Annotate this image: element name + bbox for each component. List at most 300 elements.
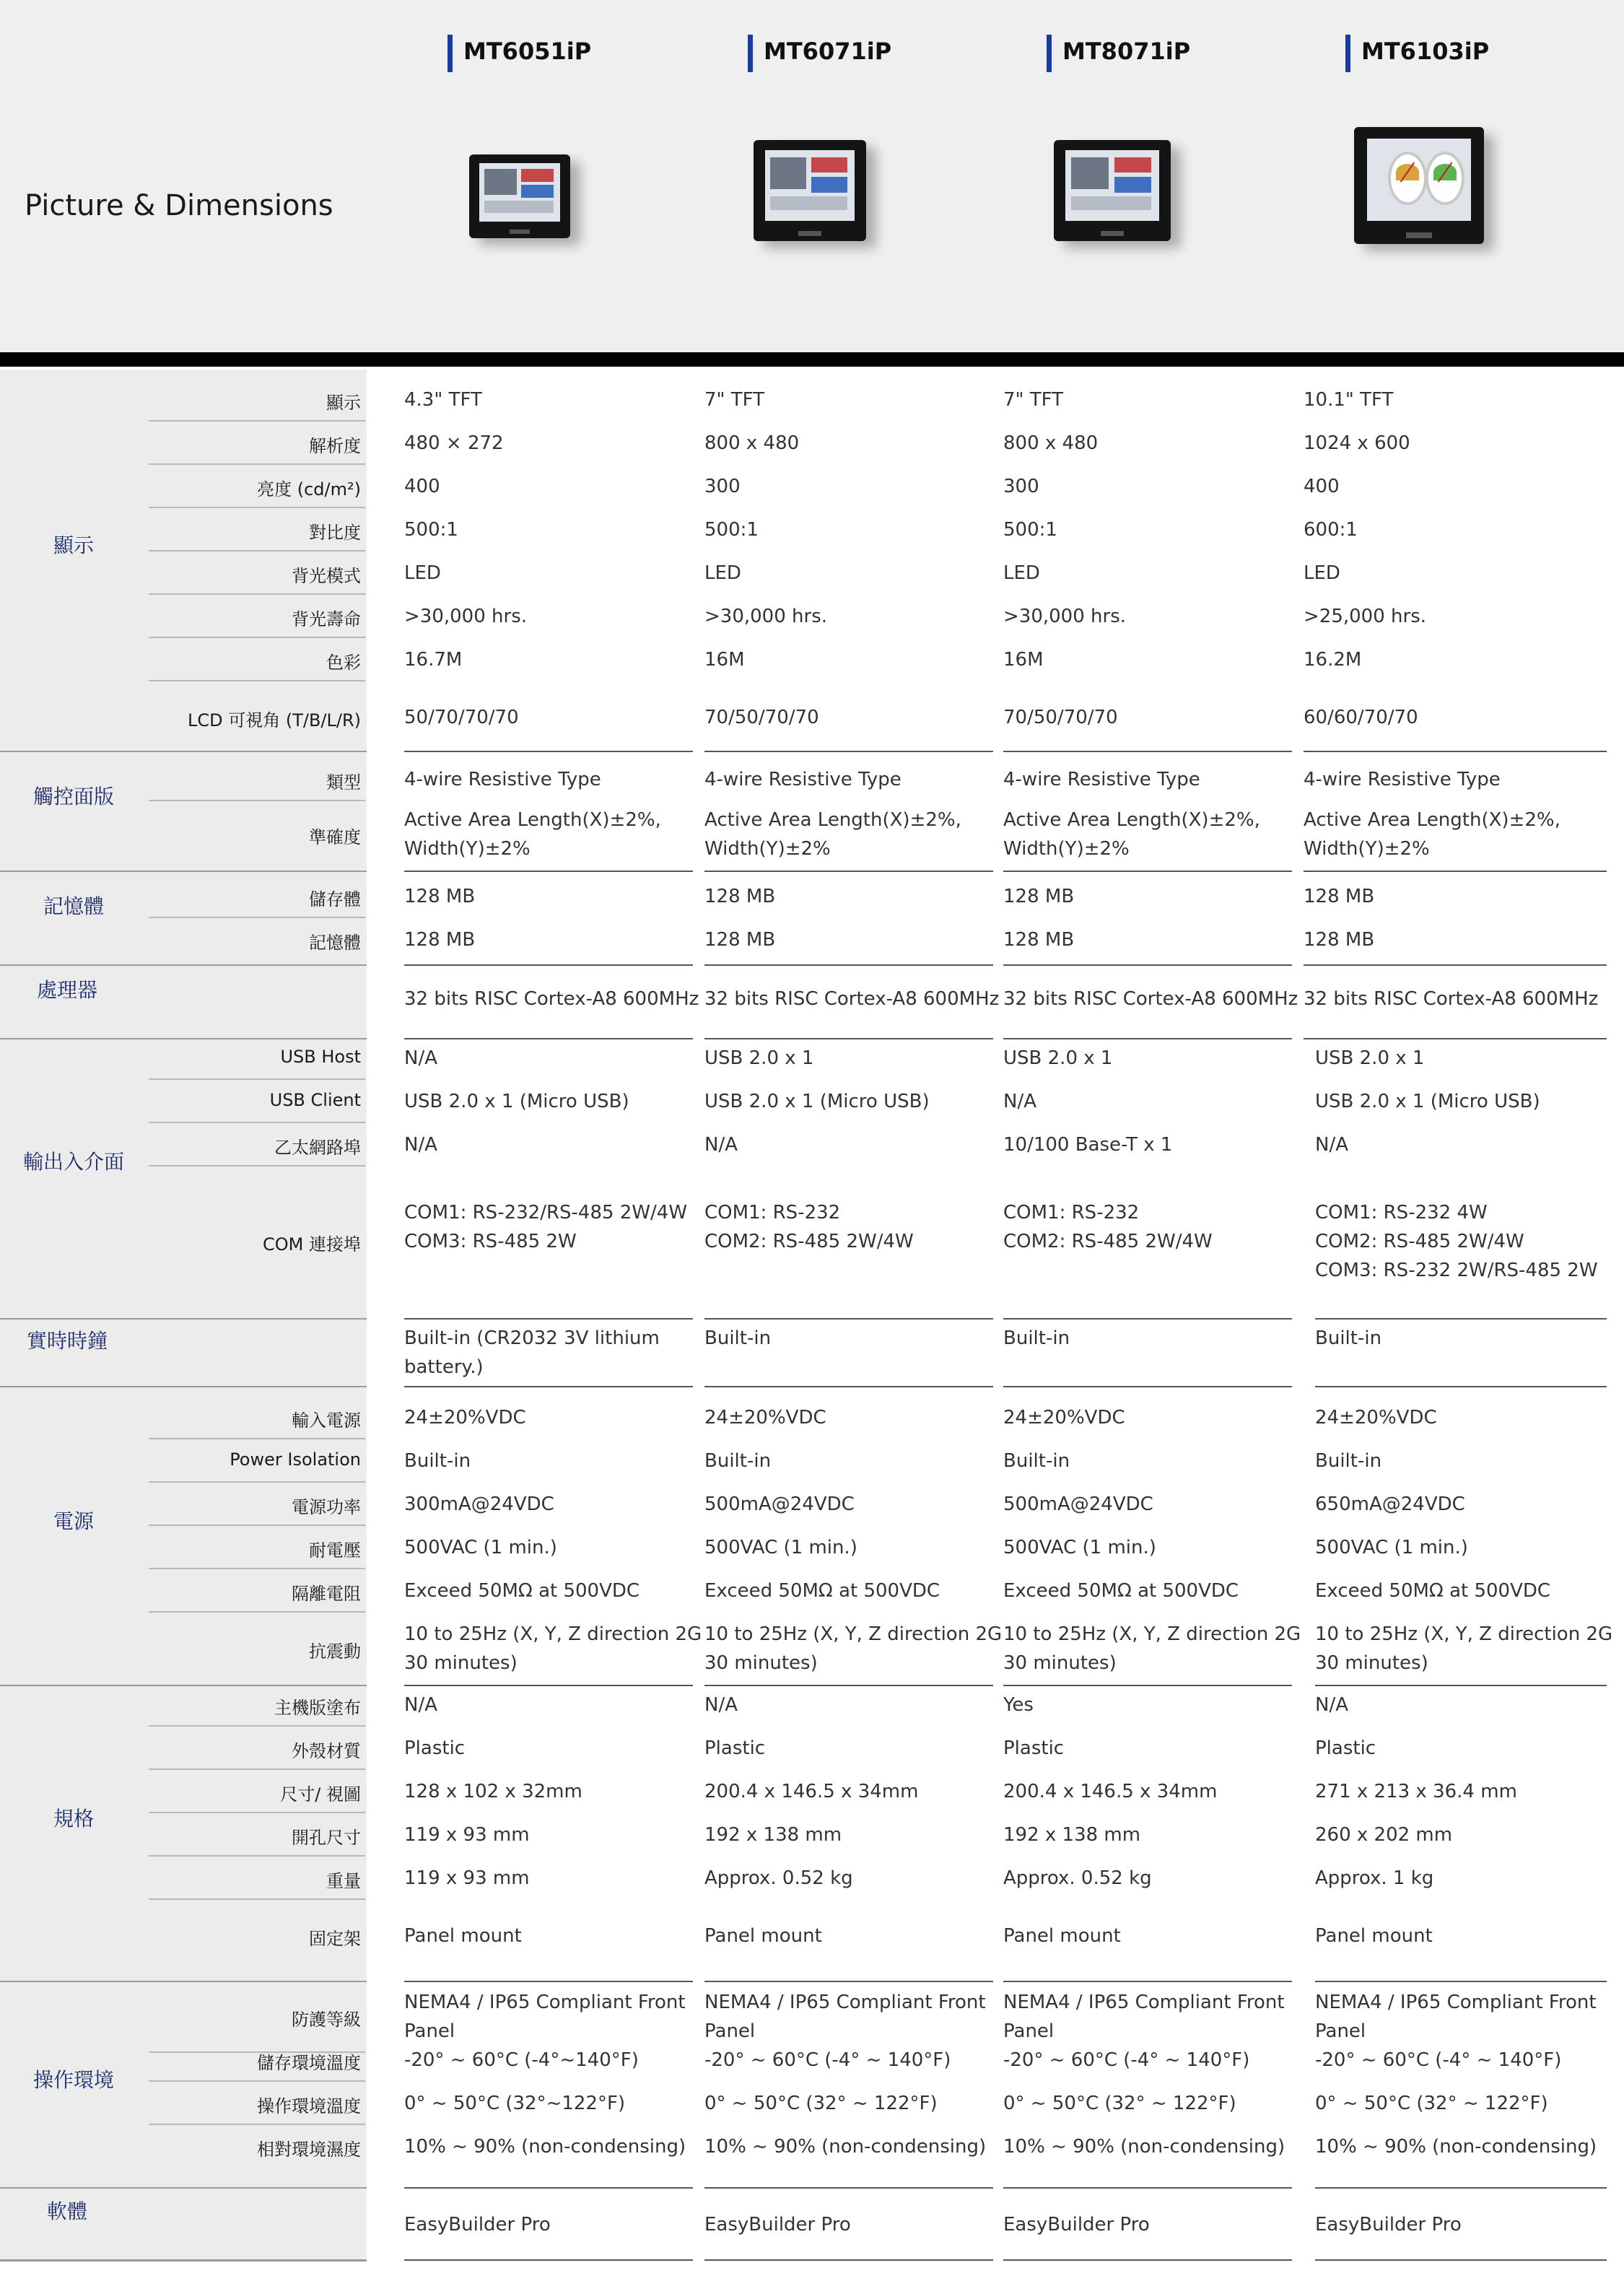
spec-value — [1315, 1734, 1376, 1763]
spec-value — [1003, 1533, 1156, 1562]
column-divider — [704, 1318, 993, 1320]
model-name-label: MT6071iP — [764, 38, 892, 65]
spec-value-line: N/A — [404, 1134, 437, 1156]
spec-value — [704, 1324, 771, 1353]
spec-value-line: N/A — [1315, 1694, 1348, 1716]
spec-value-line: 128 MB — [704, 886, 776, 907]
spec-value-line: 500VAC (1 min.) — [704, 1537, 857, 1558]
spec-value — [404, 1691, 437, 1719]
spec-value — [404, 1988, 686, 2046]
spec-value-line: 128 MB — [1304, 886, 1375, 907]
spec-value — [1315, 1820, 1452, 1849]
spec-value-line: 800 x 480 — [704, 432, 800, 454]
spec-value-line: 10% ~ 90% (non-condensing) — [1003, 2136, 1285, 2158]
screen-block — [811, 157, 847, 173]
page-title: Picture & Dimensions — [25, 189, 333, 222]
spec-value-line: 10% ~ 90% (non-condensing) — [404, 2136, 686, 2158]
spec-value-line: Width(Y)±2% — [1304, 838, 1430, 860]
spec-value-line: Panel — [404, 2020, 455, 2042]
spec-value-line: Active Area Length(X)±2%, — [404, 809, 661, 831]
row-label: 主機版塗布 — [274, 1698, 361, 1718]
spec-value-line: Exceed 50MΩ at 500VDC — [704, 1580, 940, 1602]
model-accent-bar — [448, 35, 453, 72]
spec-value — [1003, 1576, 1239, 1605]
spec-value — [404, 1130, 437, 1159]
spec-value — [704, 2210, 851, 2239]
column-divider — [1304, 1038, 1607, 1039]
spec-value — [704, 1044, 813, 1073]
column-divider — [1304, 871, 1607, 872]
row-label: 儲存環境溫度 — [257, 2053, 361, 2073]
screen-block — [1114, 157, 1152, 173]
spec-value-line: N/A — [704, 1694, 738, 1716]
spec-value-line: Built-in — [404, 1450, 471, 1472]
spec-value-line: N/A — [1003, 1091, 1036, 1112]
row-divider — [149, 1078, 365, 1080]
spec-value — [704, 645, 745, 674]
spec-value-line: 128 MB — [404, 886, 476, 907]
spec-value-line: LED — [404, 562, 441, 584]
spec-value — [704, 882, 775, 911]
spec-value — [404, 1864, 530, 1893]
column-divider — [704, 751, 993, 752]
group-band — [0, 752, 367, 871]
spec-value — [1003, 559, 1040, 588]
spec-value — [1003, 385, 1063, 414]
spec-value — [1003, 1490, 1153, 1519]
spec-value-line: 128 x 102 x 32mm — [404, 1781, 582, 1802]
spec-value — [1304, 645, 1361, 674]
row-divider — [149, 1768, 365, 1770]
spec-value-line: -20° ~ 60°C (-4° ~ 140°F) — [1003, 2049, 1250, 2071]
spec-value — [404, 806, 661, 863]
hmi-product-image — [469, 154, 570, 238]
spec-value-line: Plastic — [1003, 1737, 1065, 1759]
spec-value-line: NEMA4 / IP65 Compliant Front — [1003, 1992, 1285, 2013]
column-divider — [704, 871, 993, 872]
row-divider — [149, 1438, 365, 1439]
spec-value — [404, 2132, 686, 2161]
row-label: USB Host — [280, 1047, 361, 1067]
group-label: 顯示 — [53, 533, 94, 557]
spec-value-line: Plastic — [1315, 1737, 1376, 1759]
spec-value-line: USB 2.0 x 1 — [1003, 1047, 1113, 1069]
spec-value — [704, 559, 741, 588]
spec-value — [404, 1777, 582, 1806]
row-label: 色彩 — [326, 653, 361, 673]
spec-value — [1315, 1988, 1597, 2046]
spec-value-line: Width(Y)±2% — [404, 838, 531, 860]
spec-value-line: 16.7M — [404, 649, 463, 671]
spec-value — [704, 1490, 855, 1519]
spec-value — [704, 1777, 918, 1806]
column-divider — [704, 2187, 993, 2189]
spec-value-line: Built-in — [1315, 1327, 1382, 1349]
row-divider — [149, 1898, 365, 1900]
group-label: 軟體 — [46, 2199, 87, 2223]
spec-value-line: LED — [704, 562, 741, 584]
spec-value — [1315, 2046, 1561, 2075]
spec-value — [404, 1922, 522, 1950]
spec-value — [404, 703, 519, 732]
spec-value — [1003, 1198, 1213, 1256]
gauge-graphic — [1388, 152, 1427, 205]
spec-value-line: 300mA@24VDC — [404, 1493, 554, 1515]
column-divider — [704, 1386, 993, 1387]
column-divider — [1003, 1038, 1292, 1039]
row-divider — [149, 1481, 365, 1483]
column-divider — [404, 1981, 693, 1982]
spec-value — [1315, 1324, 1381, 1353]
row-label: 抗震動 — [309, 1641, 361, 1662]
spec-value — [1304, 703, 1418, 732]
spec-value-line: -20° ~ 60°C (-4° ~ 140°F) — [704, 2049, 951, 2071]
column-divider — [704, 2259, 993, 2261]
spec-value-line: COM1: RS-232 4W — [1315, 1202, 1488, 1224]
spec-value-line: Panel — [704, 2020, 756, 2042]
spec-value-line: 500mA@24VDC — [1003, 1493, 1153, 1515]
column-divider — [404, 964, 693, 966]
spec-value — [1315, 1922, 1433, 1950]
row-label: LCD 可視角 (T/B/L/R) — [187, 710, 361, 730]
spec-value-line: 10 to 25Hz (X, Y, Z direction 2G — [704, 1623, 1003, 1645]
spec-value-line: Panel mount — [704, 1925, 822, 1947]
row-label: 外殼材質 — [292, 1741, 361, 1761]
row-label: 顯示 — [326, 393, 361, 413]
row-label: 尺寸/ 視圖 — [280, 1784, 361, 1805]
spec-value — [704, 2089, 938, 2118]
hmi-screen — [1367, 139, 1471, 220]
spec-value — [1003, 2132, 1285, 2161]
spec-value-line: 50/70/70/70 — [404, 707, 519, 728]
column-divider — [1304, 751, 1607, 752]
spec-value — [404, 645, 462, 674]
spec-value — [1003, 1922, 1121, 1950]
spec-value-line: USB 2.0 x 1 — [704, 1047, 814, 1069]
screen-block — [1071, 157, 1109, 189]
spec-value — [404, 1533, 557, 1562]
spec-value — [1304, 985, 1598, 1013]
column-divider — [1315, 2259, 1607, 2261]
model-name-2 — [1047, 35, 1321, 72]
spec-value-line: COM1: RS-232/RS-485 2W/4W — [404, 1202, 688, 1224]
spec-value-line: 16M — [704, 649, 745, 671]
spec-value-line: Panel mount — [1315, 1925, 1433, 1947]
group-band — [0, 370, 367, 751]
column-divider — [1003, 1981, 1292, 1982]
spec-value-line: >30,000 hrs. — [404, 606, 528, 627]
spec-value — [404, 1324, 660, 1382]
model-name-label: MT6103iP — [1361, 38, 1490, 65]
spec-value — [704, 1198, 914, 1256]
spec-value — [1003, 2089, 1236, 2118]
spec-value-line: Built-in — [704, 1327, 772, 1349]
spec-value-line: Plastic — [404, 1737, 466, 1759]
spec-value — [1304, 925, 1374, 954]
row-label: 解析度 — [309, 436, 361, 456]
spec-value — [704, 1988, 986, 2046]
spec-value-line: EasyBuilder Pro — [404, 2214, 551, 2236]
spec-value — [1003, 515, 1057, 544]
spec-value-line: Plastic — [704, 1737, 766, 1759]
row-divider — [149, 463, 365, 465]
spec-value-line: COM1: RS-232 — [704, 1202, 841, 1224]
spec-value-line: Exceed 50MΩ at 500VDC — [1315, 1580, 1551, 1602]
spec-value — [1003, 2210, 1150, 2239]
spec-value-line: NEMA4 / IP65 Compliant Front — [404, 1992, 686, 2013]
spec-value — [704, 703, 819, 732]
spec-value-line: 24±20%VDC — [704, 1407, 826, 1429]
spec-value-line: 500VAC (1 min.) — [404, 1537, 557, 1558]
spec-value-line: 500:1 — [1003, 519, 1057, 541]
row-label: 開孔尺寸 — [292, 1828, 361, 1848]
spec-value-line: 800 x 480 — [1003, 432, 1099, 454]
spec-value-line: Approx. 0.52 kg — [704, 1867, 853, 1889]
spec-value-line: 4-wire Resistive Type — [1304, 769, 1501, 790]
spec-value — [704, 1087, 930, 1116]
spec-value — [404, 472, 440, 501]
screen-block — [770, 157, 806, 189]
row-label: 輸入電源 — [292, 1410, 361, 1431]
spec-value — [704, 1533, 857, 1562]
spec-value — [1315, 1490, 1465, 1519]
spec-value — [1003, 1403, 1125, 1432]
model-name-0 — [448, 35, 722, 72]
spec-value — [1304, 765, 1501, 794]
spec-value — [704, 472, 741, 501]
spec-value — [404, 1576, 639, 1605]
spec-value — [704, 1864, 853, 1893]
spec-value — [404, 882, 475, 911]
spec-value-line: 0° ~ 50°C (32°~122°F) — [404, 2093, 626, 2114]
spec-value — [1315, 1403, 1437, 1432]
spec-value-line: LED — [1003, 562, 1040, 584]
spec-value-line: Active Area Length(X)±2%, — [704, 809, 961, 831]
spec-value-line: 30 minutes) — [1003, 1652, 1117, 1674]
group-label: 處理器 — [36, 978, 97, 1002]
spec-value-line: Width(Y)±2% — [1003, 838, 1130, 860]
spec-value — [404, 559, 441, 588]
spec-value-line: 10.1" TFT — [1304, 389, 1394, 411]
row-label: 亮度 (cd/m²) — [257, 479, 361, 500]
spec-value-line: 32 bits RISC Cortex-A8 600MHz — [1304, 988, 1599, 1010]
column-divider — [404, 2187, 693, 2189]
spec-value-line: -20° ~ 60°C (-4° ~ 140°F) — [1315, 2049, 1562, 2071]
spec-value-line: 300 — [1003, 476, 1039, 497]
spec-value-line: 16M — [1003, 649, 1044, 671]
column-divider — [1003, 964, 1292, 966]
spec-value — [1304, 559, 1340, 588]
model-accent-bar — [1047, 35, 1052, 72]
spec-value — [1003, 1324, 1070, 1353]
spec-value-line: 0° ~ 50°C (32° ~ 122°F) — [1315, 2093, 1548, 2114]
row-divider — [149, 1812, 365, 1813]
row-label: USB Client — [269, 1090, 361, 1110]
column-divider — [1315, 1318, 1607, 1320]
spec-value-line: 119 x 93 mm — [404, 1824, 530, 1846]
spec-value — [404, 1087, 629, 1116]
model-accent-bar — [1345, 35, 1350, 72]
spec-value — [1003, 1044, 1112, 1073]
spec-value-line: 260 x 202 mm — [1315, 1824, 1453, 1846]
spec-value — [1315, 1447, 1381, 1475]
row-divider — [149, 1855, 365, 1857]
column-divider — [404, 871, 693, 872]
spec-value-line: >30,000 hrs. — [1003, 606, 1127, 627]
row-divider — [149, 420, 365, 422]
spec-value — [1315, 1044, 1424, 1073]
row-label: 記憶體 — [309, 933, 361, 953]
spec-value-line: 400 — [1304, 476, 1340, 497]
spec-value-line: 400 — [404, 476, 440, 497]
spec-value — [704, 1576, 940, 1605]
screen-block — [484, 201, 554, 212]
spec-value — [1315, 1864, 1433, 1893]
spec-value — [1315, 1130, 1348, 1159]
spec-value — [704, 385, 764, 414]
spec-value-line: 7" TFT — [704, 389, 765, 411]
spec-value — [1003, 429, 1098, 458]
spec-value — [404, 1820, 530, 1849]
spec-value-line: 192 x 138 mm — [1003, 1824, 1141, 1846]
spec-value — [404, 1447, 471, 1475]
spec-value-line: 10 to 25Hz (X, Y, Z direction 2G — [1315, 1623, 1613, 1645]
spec-value-line: Panel mount — [1003, 1925, 1121, 1947]
spec-value-line: 30 minutes) — [1315, 1652, 1428, 1674]
spec-value-line: 30 minutes) — [704, 1652, 818, 1674]
spec-value — [1003, 1620, 1301, 1678]
spec-value-line: 0° ~ 50°C (32° ~ 122°F) — [704, 2093, 938, 2114]
spec-value — [1304, 385, 1393, 414]
spec-value-line: 192 x 138 mm — [704, 1824, 842, 1846]
row-divider — [149, 637, 365, 638]
spec-value — [1003, 1777, 1217, 1806]
column-divider — [404, 1038, 693, 1039]
spec-value — [1315, 1198, 1598, 1285]
screen-block — [484, 169, 517, 196]
spec-value — [1003, 2046, 1249, 2075]
hmi-product-image — [1054, 140, 1171, 241]
screen-block — [770, 196, 847, 211]
spec-value-line: 128 MB — [704, 929, 776, 951]
brand-logo — [510, 230, 530, 234]
row-divider — [149, 507, 365, 508]
column-divider — [404, 1386, 693, 1387]
column-divider — [1003, 751, 1292, 752]
spec-value — [1315, 1620, 1612, 1678]
spec-value — [404, 925, 475, 954]
spec-value-line: 128 MB — [1003, 929, 1075, 951]
spec-value-line: 480 × 272 — [404, 432, 504, 454]
spec-value-line: Built-in — [1315, 1450, 1382, 1472]
spec-value-line: 0° ~ 50°C (32° ~ 122°F) — [1003, 2093, 1236, 2114]
spec-value-line: Built-in (CR2032 3V lithium — [404, 1327, 660, 1349]
hmi-product-image — [1354, 127, 1484, 244]
spec-value-line: Width(Y)±2% — [704, 838, 831, 860]
spec-value — [404, 765, 601, 794]
spec-value-line: Exceed 50MΩ at 500VDC — [404, 1580, 640, 1602]
row-divider — [149, 1122, 365, 1123]
spec-value-line: 271 x 213 x 36.4 mm — [1315, 1781, 1517, 1802]
group-label: 實時時鐘 — [26, 1329, 108, 1353]
row-label: 背光壽命 — [292, 609, 361, 629]
spec-value — [704, 1734, 765, 1763]
row-label: 準確度 — [309, 827, 361, 847]
spec-value — [1003, 1820, 1140, 1849]
spec-value-line: Built-in — [1003, 1327, 1070, 1349]
spec-value — [704, 1130, 738, 1159]
row-label: 耐電壓 — [309, 1540, 361, 1561]
spec-value — [1003, 602, 1126, 631]
screen-block — [521, 185, 554, 198]
spec-value-line: USB 2.0 x 1 (Micro USB) — [704, 1091, 930, 1112]
column-divider — [1003, 1318, 1292, 1320]
spec-value-line: 500:1 — [704, 519, 759, 541]
spec-value-line: 24±20%VDC — [404, 1407, 526, 1429]
group-label: 觸控面版 — [32, 785, 114, 808]
spec-value — [404, 385, 482, 414]
spec-value-line: Panel — [1315, 2020, 1366, 2042]
column-divider — [1315, 2187, 1607, 2189]
spec-value — [1003, 703, 1118, 732]
spec-value-line: 500VAC (1 min.) — [1315, 1537, 1468, 1558]
model-name-1 — [748, 35, 1022, 72]
spec-value — [1003, 1864, 1152, 1893]
hmi-screen — [1065, 150, 1159, 221]
spec-value — [404, 515, 458, 544]
spec-value-line: LED — [1304, 562, 1340, 584]
spec-value — [1003, 882, 1074, 911]
spec-value — [704, 806, 961, 863]
brand-logo — [1406, 232, 1432, 238]
column-divider — [1315, 1981, 1607, 1982]
column-divider — [1003, 1386, 1292, 1387]
spec-value — [1003, 1734, 1064, 1763]
group-label: 輸出入介面 — [22, 1150, 124, 1174]
spec-value-line: COM3: RS-485 2W — [404, 1231, 577, 1252]
spec-value — [704, 602, 827, 631]
spec-value — [404, 1734, 465, 1763]
spec-value — [1003, 925, 1074, 954]
spec-value — [704, 1691, 738, 1719]
spec-value-line: N/A — [1315, 1134, 1348, 1156]
spec-value — [404, 1620, 702, 1678]
spec-value-line: 10 to 25Hz (X, Y, Z direction 2G — [404, 1623, 702, 1645]
spec-value-line: EasyBuilder Pro — [704, 2214, 851, 2236]
spec-value — [404, 1490, 554, 1519]
group-divider — [0, 2259, 367, 2262]
spec-value-line: 200.4 x 146.5 x 34mm — [704, 1781, 919, 1802]
spec-value-line: COM1: RS-232 — [1003, 1202, 1140, 1224]
row-label: 對比度 — [309, 523, 361, 543]
spec-value — [1304, 429, 1410, 458]
spec-value — [704, 1447, 771, 1475]
screen-block — [521, 169, 554, 182]
spec-value — [1003, 1691, 1034, 1719]
brand-logo — [798, 231, 821, 236]
spec-value-line: >25,000 hrs. — [1304, 606, 1427, 627]
spec-value-line: 24±20%VDC — [1315, 1407, 1437, 1429]
spec-value-line: 128 MB — [1304, 929, 1375, 951]
spec-value — [704, 985, 999, 1013]
column-divider — [704, 1038, 993, 1039]
spec-value — [1315, 2089, 1548, 2118]
spec-value-line: NEMA4 / IP65 Compliant Front — [704, 1992, 986, 2013]
spec-value — [1003, 1130, 1172, 1159]
spec-value-line: COM2: RS-485 2W/4W — [704, 1231, 914, 1252]
row-label: 隔離電阻 — [292, 1584, 361, 1604]
row-divider — [149, 917, 365, 918]
